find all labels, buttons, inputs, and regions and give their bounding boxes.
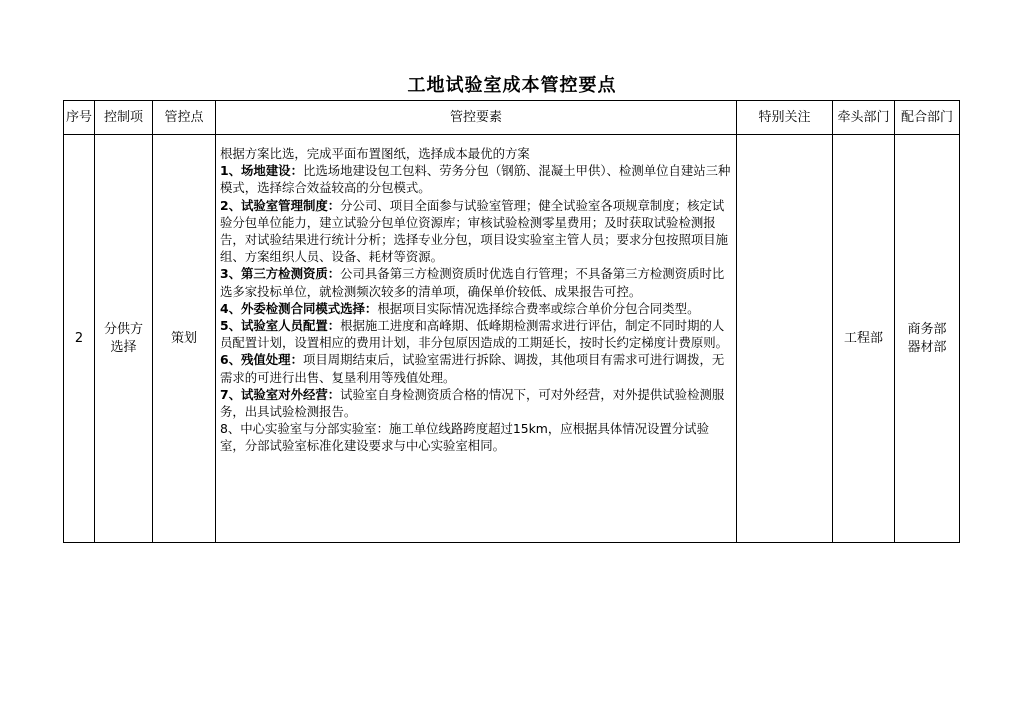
element-item-1-body: 比选场地建设包工包料、劳务分包（钢筋、混凝土甲供）、检测单位自建站三种模式，选择综合效益较高的分包模式。 [220, 163, 731, 196]
element-item-5 [220, 317, 732, 351]
cell-no: 2 [64, 135, 95, 543]
element-item-1-head: 1、场地建设： [220, 163, 303, 179]
element-item-2-body: 分公司、项目全面参与试验室管理；健全试验室各项规章制度；核定试验分包单位能力，建立试验分包单位资源库；审核试验检测零星费用；及时获取试验检测报告，对试验结果进行统计分析；选择专业分包，项目设实验室主管人员；要求分包按照项目施组、方案组织人员、设备、耗材等资源。 [220, 197, 729, 265]
cell-elements [216, 135, 737, 543]
element-item-6-body: 项目周期结束后，试验室需进行拆除、调拨，其他项目有需求可进行调拨，无需求的可进行出售、复垦利用等残值处理。 [220, 352, 725, 385]
element-item-3-head: 3、第三方检测资质： [220, 266, 341, 282]
header-control-item: 控制项 [95, 101, 153, 135]
header-control-point: 管控点 [153, 101, 216, 135]
element-item-7-body: 试验室自身检测资质合格的情况下，可对外经营，对外提供试验检测服务，出具试验检测报告。 [220, 386, 725, 420]
element-item-6-head: 6、残值处理： [220, 352, 303, 368]
element-item-1 [220, 162, 732, 196]
element-item-6 [220, 351, 732, 385]
element-item-2 [220, 197, 732, 266]
document-title: 工地试验室成本管控要点 [407, 75, 617, 96]
cell-lead-dept: 工程部 [833, 135, 895, 543]
element-item-7-head: 7、试验室对外经营： [220, 386, 341, 402]
header-lead-dept: 牵头部门 [833, 101, 895, 135]
cell-control-point: 策划 [153, 135, 216, 543]
header-support-dept: 配合部门 [895, 101, 960, 135]
cost-control-table [63, 100, 960, 543]
element-item-3 [220, 265, 732, 299]
header-no: 序号 [64, 101, 95, 135]
element-item-4-head: 4、外委检测合同模式选择： [220, 300, 378, 316]
table-row [64, 135, 960, 543]
cell-support-dept: 商务部器材部 [895, 135, 960, 543]
cell-control-item: 分供方选择 [95, 135, 153, 543]
header-elements: 管控要素 [216, 101, 737, 135]
element-item-3-body: 公司具备第三方检测资质时优选自行管理；不具备第三方检测资质时比选多家投标单位，就检测频次较多的清单项，确保单价较低、成果报告可控。 [220, 266, 725, 299]
elements-intro: 根据方案比选，完成平面布置图纸，选择成本最优的方案 [220, 146, 530, 161]
header-row [64, 101, 960, 135]
element-item-5-body: 根据施工进度和高峰期、低峰期检测需求进行评估，制定不同时期的人员配置计划，设置相应的费用计划，非分包原因造成的工期延长，按时长约定梯度计费原则。 [220, 318, 729, 351]
element-item-7 [220, 386, 732, 420]
header-special: 特别关注 [737, 101, 833, 135]
cell-special [737, 135, 833, 543]
element-item-5-head: 5、试验室人员配置： [220, 318, 341, 334]
element-item-2-head: 2、试验室管理制度： [220, 197, 341, 213]
element-item-4 [220, 300, 732, 317]
element-item-8: 8、中心实验室与分部实验室：施工单位线路跨度超过15km，应根据具体情况设置分试验室，分部试验室标准化建设要求与中心实验室相同。 [220, 421, 709, 454]
element-item-4-body: 根据项目实际情况选择综合费率或综合单价分包合同类型。 [377, 300, 700, 316]
